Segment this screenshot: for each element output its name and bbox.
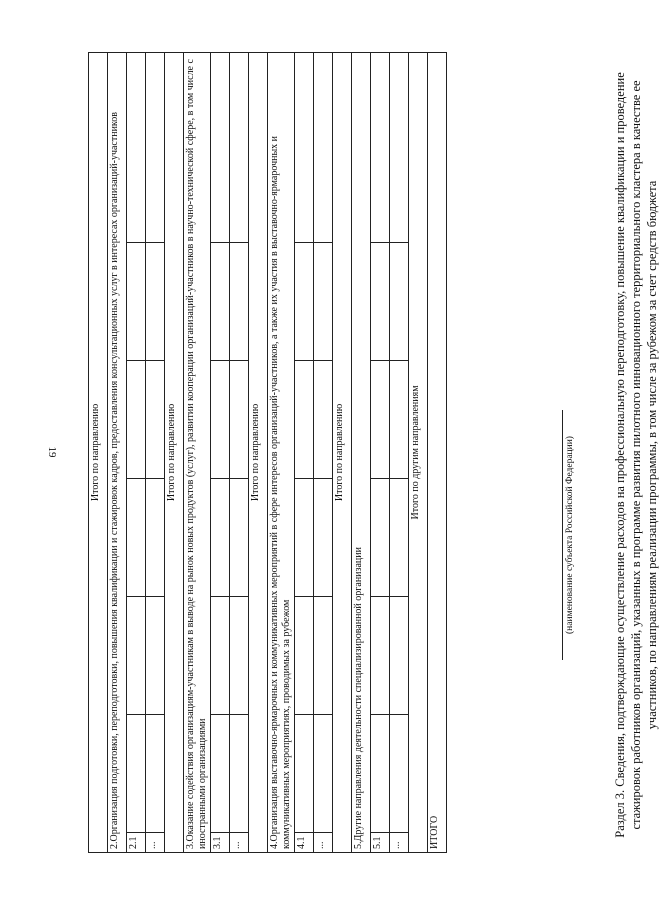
direction-total-label: Итого по другим направлениям [409, 52, 428, 852]
table-cell [314, 479, 333, 597]
grand-total-row [428, 52, 447, 852]
table-row [371, 52, 390, 852]
table-cell [146, 361, 165, 479]
expenses-table [88, 52, 447, 853]
section-title: 3.Оказание содействия организациям-участникам в выводе на рынок новых продуктов (услуг), развитии кооперации организаций-участников в научно-технической сфере, в том числе с иностранными организациями [184, 52, 211, 852]
table-cell [314, 715, 333, 833]
table-cell [390, 715, 409, 833]
table-cell [371, 361, 390, 479]
table-row [127, 52, 146, 852]
section-row [268, 52, 295, 852]
table-row [211, 52, 230, 852]
item-number: 4.1 [295, 833, 314, 853]
direction-total-label: Итого по направлению [249, 52, 268, 852]
table-cell [146, 479, 165, 597]
subject-name-field [562, 410, 575, 660]
grand-total-label: ИТОГО [428, 52, 447, 852]
direction-total-row [409, 52, 428, 852]
table-cell [211, 715, 230, 833]
table-cell [295, 479, 314, 597]
table-row [295, 52, 314, 852]
table-cell [127, 479, 146, 597]
section-row [184, 52, 211, 852]
item-number: ... [146, 833, 165, 853]
table-cell [127, 715, 146, 833]
direction-total-label: Итого по направлению [165, 52, 184, 852]
table-row [390, 52, 409, 852]
table-cell [314, 243, 333, 361]
item-number: ... [230, 833, 249, 853]
table-cell [371, 243, 390, 361]
table-cell [314, 52, 333, 242]
table-cell [371, 597, 390, 715]
table-row [146, 52, 165, 852]
subject-name-label: (наименование субъекта Российской Федерации) [565, 436, 575, 634]
table-cell [127, 361, 146, 479]
table-cell [230, 597, 249, 715]
table-cell [211, 479, 230, 597]
table-cell [230, 361, 249, 479]
table-row [230, 52, 249, 852]
table-cell [127, 52, 146, 242]
section-title: 5.Другие направления деятельности специализированной организации [352, 52, 371, 852]
table-cell [230, 52, 249, 242]
section-title: 2.Организация подготовки, переподготовки, повышения квалификации и стажировок кадров, предоставления консультационных услуг в интересах организаций-участников [108, 52, 127, 852]
section-title: 4.Организация выставочно-ярмарочных и коммуникативных мероприятий в сфере интересов организаций-участников, а также их участия в выставочно-ярмарочных и коммуникативных мероприятиях, проводимых за рубежом [268, 52, 295, 852]
item-number: ... [314, 833, 333, 853]
table-cell [371, 479, 390, 597]
table-cell [390, 597, 409, 715]
table-cell [146, 243, 165, 361]
item-number: 3.1 [211, 833, 230, 853]
subject-name-line [562, 410, 563, 660]
table-cell [314, 361, 333, 479]
direction-total-label: Итого по направлению [89, 52, 108, 852]
table-cell [146, 597, 165, 715]
table-cell [211, 52, 230, 242]
table-cell [146, 715, 165, 833]
direction-total-row [165, 52, 184, 852]
direction-total-row [249, 52, 268, 852]
table-cell [295, 52, 314, 242]
page-number: 19 [46, 446, 58, 458]
table-cell [211, 243, 230, 361]
direction-total-row [89, 52, 108, 852]
table-cell [390, 479, 409, 597]
table-cell [230, 479, 249, 597]
table-cell [127, 597, 146, 715]
item-number: 2.1 [127, 833, 146, 853]
table-cell [295, 597, 314, 715]
table-cell [390, 361, 409, 479]
table-row [314, 52, 333, 852]
table-cell [230, 243, 249, 361]
section-row [108, 52, 127, 852]
table-rotated-container [88, 53, 440, 853]
table-cell [230, 715, 249, 833]
table-cell [211, 597, 230, 715]
section-3-caption: Раздел 3. Сведения, подтверждающие осуществление расходов на профессиональную переподготовку, повышение квалификации и проведение стажировок работников организаций, указанных в программе развития пилотного инновационного территориального кластера в качестве ее участников, по направлениям реализации программы, в том числе за рубежом за счет средств бюджета [613, 72, 659, 838]
item-number: 5.1 [371, 833, 390, 853]
table-cell [371, 715, 390, 833]
table-cell [295, 361, 314, 479]
section-row [352, 52, 371, 852]
table-cell [390, 243, 409, 361]
table-cell [146, 52, 165, 242]
item-number: ... [390, 833, 409, 853]
table-cell [295, 243, 314, 361]
table-cell [390, 52, 409, 242]
table-cell [211, 361, 230, 479]
table-cell [314, 597, 333, 715]
table-cell [127, 243, 146, 361]
direction-total-label: Итого по направлению [333, 52, 352, 852]
table-cell [295, 715, 314, 833]
direction-total-row [333, 52, 352, 852]
table-cell [371, 52, 390, 242]
